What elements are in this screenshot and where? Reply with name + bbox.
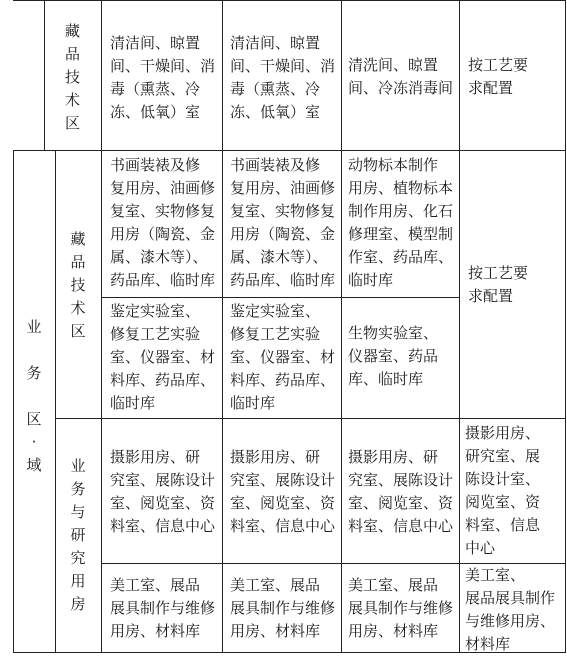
- research-r2-c3: 美工室、展品 展具制作与维修 用房、材料库: [348, 576, 454, 640]
- vline-c1: [101, 0, 102, 653]
- top-rule: [13, 0, 565, 1]
- research-r1-c2: 摄影用房、研 究室、展陈设计 室、阅览室、资 料室、信息中心: [230, 448, 336, 535]
- research-r1-c3: 摄影用房、研 究室、展陈设计 室、阅览室、资 料室、信息中心: [348, 448, 454, 535]
- zone-label-collection: 藏 品 技 术 区: [70, 230, 86, 340]
- top-cell-3: 清洗间、晾置 间、冷冻消毒间: [348, 56, 454, 97]
- collection-r2-c2: 鉴定实验室、 修复工艺实验 室、仪器室、材 料库、药品库、 临时库: [230, 302, 336, 412]
- hline-collection-mid: [101, 297, 459, 298]
- top-cell-4: 按工艺要 求配置: [468, 56, 529, 97]
- collection-r1-c1: 书画装裱及修 复用房、油画修 复室、实物修复 用房（陶瓷、金 属、漆木等）、 药品库、临时库: [110, 156, 216, 289]
- collection-r1-c2: 书画装裱及修 复用房、油画修 复室、实物修复 用房（陶瓷、金 属、漆木等）、 药品库、临时库: [230, 156, 336, 289]
- research-r2-c1: 美工室、展品 展具制作与维修 用房、材料库: [110, 576, 216, 640]
- hline-zone-split: [55, 418, 566, 419]
- research-r2-c4: 美工室、 展品展具制作 与维修用房、 材料库: [465, 566, 556, 653]
- zone-label-research: 业 务 与 研 究 用 房: [70, 457, 86, 613]
- zone-label-collection-top: 藏 品 技 术 区: [64, 22, 80, 132]
- collection-r1-c3: 动物标本制作 用房、植物标本 制作用房、化石 修理室、模型制 作室、药品库、 临时库: [348, 156, 454, 289]
- collection-r2-c3: 生物实验室、 仪器室、药品 库、临时库: [348, 324, 439, 388]
- research-r1-c4: 摄影用房、 研究室、展 陈设计室、 阅览室、资 料室、信息 中心: [465, 424, 541, 557]
- vline-c2: [222, 0, 223, 653]
- collection-r2-c1: 鉴定实验室、 修复工艺实验 室、仪器室、材 料库、药品库、 临时库: [110, 302, 216, 412]
- top-cell-1: 清洁间、晾置 间、干燥间、消 毒（熏蒸、冷 冻、低氧）室: [110, 34, 216, 121]
- vline-c4: [459, 0, 460, 653]
- research-r2-c2: 美工室、展品 展具制作与维修 用房、材料库: [230, 576, 336, 640]
- collection-merged-last: 按工艺要 求配置: [468, 264, 529, 305]
- business-area-label: 业 务 区 · 域: [26, 318, 42, 474]
- vline-right: [565, 0, 566, 653]
- vline-c3: [341, 0, 342, 653]
- research-r1-c1: 摄影用房、研 究室、展陈设计 室、阅览室、资 料室、信息中心: [110, 448, 216, 535]
- top-cell-2: 清洁间、晾置 间、干燥间、消 毒（熏蒸、冷 冻、低氧）室: [230, 34, 336, 121]
- hline-section: [13, 150, 566, 151]
